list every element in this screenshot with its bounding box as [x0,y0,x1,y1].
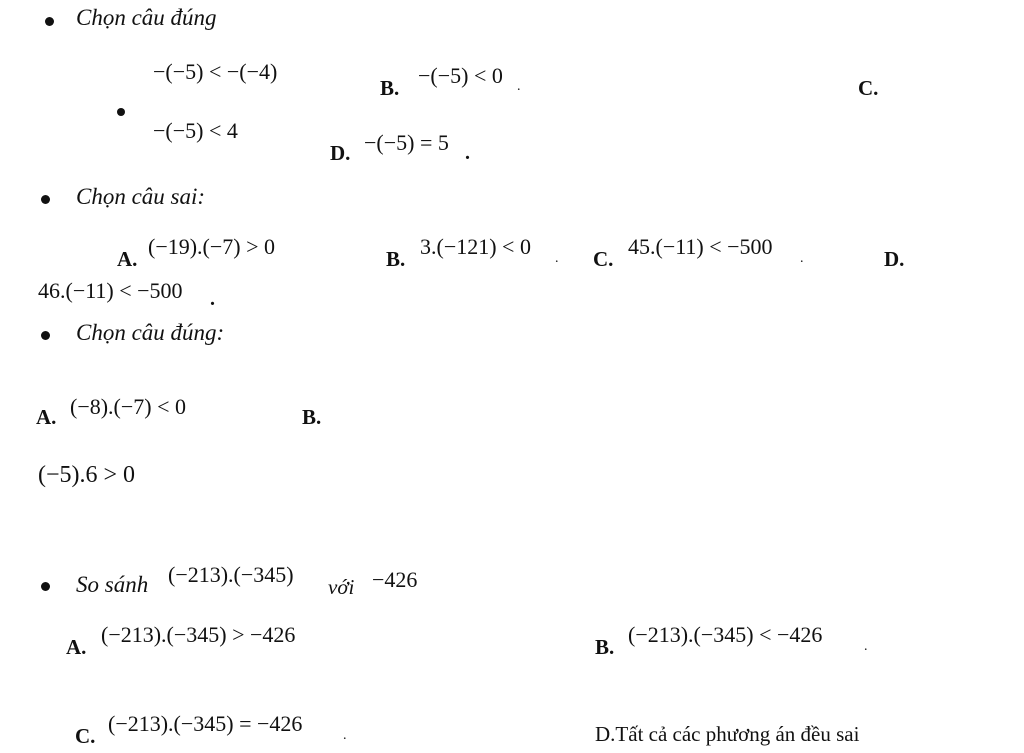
q4-with: với [328,575,355,599]
q1-prompt: Chọn câu đúng [76,5,217,30]
q4-prompt: So sánh [76,572,149,597]
q3-option-b-label[interactable]: B. [302,405,322,429]
q2-option-a-label[interactable]: A. [117,247,138,271]
q1-option-b-expr[interactable]: −(−5) < 0 [418,63,503,88]
q1-option-c-label[interactable]: C. [858,76,879,100]
q2-option-c-expr[interactable]: 45.(−11) < −500 [628,234,773,259]
q2-option-d-label[interactable]: D. [884,247,905,271]
bullet-q1-option-a [117,108,125,116]
q2-option-a-expr[interactable]: (−19).(−7) > 0 [148,234,276,259]
q3-option-a-label[interactable]: A. [36,405,57,429]
q4-expression: (−213).(−345) [168,562,294,587]
q1-option-d-label[interactable]: D. [330,141,351,165]
q2-prompt: Chọn câu sai: [76,184,206,209]
q1-option-b-dot: . [517,79,521,94]
bullet-q3 [41,331,50,340]
q2-option-c-label[interactable]: C. [593,247,614,271]
q3-option-b-expr[interactable]: (−5).6 > 0 [38,462,136,488]
q2-option-d-expr[interactable]: 46.(−11) < −500 [38,278,183,303]
q3-prompt: Chọn câu đúng: [76,320,225,345]
q4-option-a-expr[interactable]: (−213).(−345) > −426 [101,622,296,647]
q4-option-b-dot: . [864,639,868,654]
q1-option-c-expr[interactable]: −(−5) < 4 [153,118,238,143]
q1-option-d-expr[interactable]: −(−5) = 5 [364,130,449,155]
q2-option-d-dot: . [210,288,215,310]
bullet-q1 [45,17,54,26]
q4-option-d[interactable]: D.Tất cả các phương án đều sai [595,722,860,746]
q4-option-c-expr[interactable]: (−213).(−345) = −426 [108,711,303,736]
q4-target: −426 [372,567,418,592]
q4-option-b-expr[interactable]: (−213).(−345) < −426 [628,622,823,647]
q2-option-b-dot: . [555,251,559,266]
q4-option-b-label[interactable]: B. [595,635,615,659]
q4-option-c-dot: . [343,728,347,743]
q3-option-a-expr[interactable]: (−8).(−7) < 0 [70,394,187,419]
q4-option-c-label[interactable]: C. [75,724,96,748]
q1-option-d-dot: . [465,142,470,164]
q2-option-b-label[interactable]: B. [386,247,406,271]
q1-option-a-expr[interactable]: −(−5) < −(−4) [153,59,278,84]
q2-option-b-expr[interactable]: 3.(−121) < 0 [420,234,531,259]
q1-option-b-label[interactable]: B. [380,76,400,100]
q4-option-a-label[interactable]: A. [66,635,87,659]
bullet-q4 [41,582,50,591]
bullet-q2 [41,195,50,204]
q2-option-c-dot: . [800,251,804,266]
